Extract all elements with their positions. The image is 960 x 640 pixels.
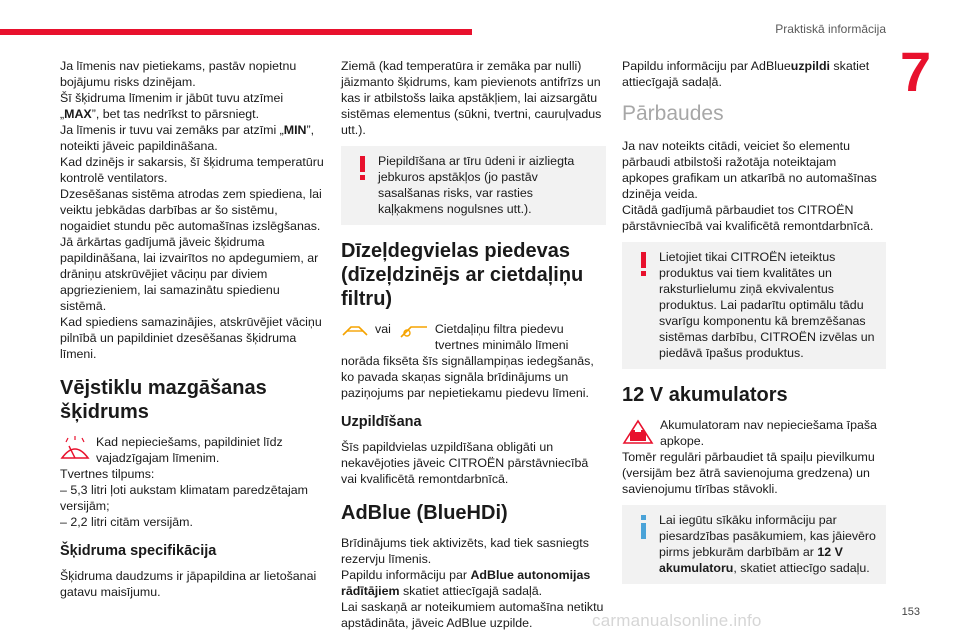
adblue-safety-text: Lai saskaņā ar noteikumiem automašīna netiktu apstādināta, jāveic AdBlue uzpilde. (341, 600, 604, 630)
min-label: MIN (283, 123, 307, 137)
diesel-additive-heading: Dīzeļdegvielas piedevas (dīzeļdzinējs ar cietdaļiņu filtru) (341, 240, 584, 310)
header-title: Praktiskā informācija (775, 22, 886, 36)
volume-label: Tvertnes tilpums: (60, 467, 155, 481)
fuel-filter-icon (341, 323, 369, 343)
adblue-refill-ref: Papildu informāciju par AdBlueuzpildi skatiet attiecīgajā sadaļā. (622, 59, 870, 89)
warning-water-text: Piepildīšana ar tīru ūdeni ir aizliegta jebkuros apstākļos (jo pastāv sasalšanas risks, var rasties kaļķakmens nogulsnes utt.). (378, 154, 575, 216)
column-2 (341, 58, 606, 631)
pressure-text: Dzesēšanas sistēma atrodas zem spiediena, lai veiktu jebkādas darbības ar šo sistēmu, nogaidiet stundu pēc automašīnas izslēgšanas. (60, 187, 322, 233)
refill-text: Šīs papildvielas uzpildīšana obligāti un nekavējoties jāveic CITROËN pārstāvniecībā vai kvalificētā remontdarbnīcā. (341, 440, 589, 486)
intro-line-1: Ja līmenis nav pietiekams, pastāv nopietnu (60, 59, 297, 73)
intro-line-2: bojājumu risks dzinējam. (60, 75, 196, 89)
header-accent-bar (0, 29, 472, 35)
battery-text: Tomēr regulāri pārbaudiet tā spaiļu pievilkumu (versijām bez ātrā savienojuma gredzena) un savienojumu tīrības stāvokli. (622, 450, 875, 496)
checks-text: Ja nav noteikts citādi, veiciet šo elementu pārbaudi atbilstoši ražotāja noteiktajam apkopes grafikam un atkarībā no automašīnas dzinēja veida. (622, 139, 877, 201)
warning-products-text: Lietojiet tikai CITROËN ieteiktus produktus vai tiem kvalitātes un raksturlielumu ziņā ekvivalentus produktus. Lai padarītu optimālu tādu svarīgu komponentu kā bremzēšanas sistēmas darbību, CITROËN izvēlas un piedāvā īpašus produktus. (659, 250, 875, 360)
adblue-reserve-text: Brīdinājums tiek aktivizēts, kad tiek sasniegts rezervju līmenis. (341, 536, 589, 566)
info-battery-text: Lai iegūtu sīkāku informāciju par piesardzības pasākumiem, kas jāievēro pirms jebkurām darbībām ar 12 V akumulatoru, skatiet attiecīgo sadaļu. (659, 513, 876, 575)
windscreen-washer-icon (60, 436, 90, 466)
fuel-level-icon (397, 323, 429, 343)
emergency-text: Jā ārkārtas gadījumā jāveic šķidruma papildināšana, lai izvairītos no apdegumiem, ar drāniņu atskrūvējiet vāciņu par diviem apgriezieniem, lai samazinātu spiedienu sistēmā. (60, 235, 319, 313)
battery-icon-row (622, 417, 886, 449)
battery-icon (622, 419, 654, 449)
max-label: MAX (64, 107, 92, 121)
info-box-battery (622, 505, 886, 584)
volume-item-2: – 2,2 litri citām versijām. (60, 515, 193, 529)
min-text: Ja līmenis ir tuvu vai zemāks par atzīmi „MIN”, noteikti jāveic papildināšana. (60, 123, 315, 153)
adblue-heading: AdBlue (BlueHDi) (341, 502, 508, 524)
additive-text-a: Cietdaļiņu filtra piedevu tvertnes minimālo līmeni (434, 322, 569, 352)
chapter-number: 7 (900, 40, 932, 103)
warning-exclamation-icon (634, 251, 654, 277)
fluid-spec-text: Šķidruma daudzums ir jāpapildina ar lietošanai gatavu maisījumu. (60, 569, 317, 599)
warning-box-products (622, 242, 886, 369)
column-1 (60, 58, 325, 600)
volume-item-1: – 5,3 litri ļoti aukstam klimatam paredzētajam versijām; (60, 483, 308, 513)
page-number: 153 (901, 606, 920, 618)
fluid-spec-heading: Šķidruma specifikācija (60, 543, 217, 559)
max-text: Šī šķidruma līmenim ir jābūt tuvu atzīmei „MAX”, bet tas nedrīkst to pārsniegt. (60, 91, 284, 121)
checks-heading: Pārbaudes (622, 102, 724, 125)
battery-heading: 12 V akumulators (622, 384, 788, 406)
battery-icon-text: Akumulatoram nav nepieciešama īpaša apkope. (660, 418, 877, 448)
additive-icon-row (341, 321, 606, 353)
column-3 (622, 58, 886, 594)
refill-heading: Uzpildīšana (341, 414, 422, 430)
additive-text-b: norāda fiksēta šīs signāllampiņas iedegšanās, ko pavada skaņas signāla brīdinājums un paziņojums par nepietiekamu piedevu līmeni. (341, 354, 594, 400)
adblue-more-info: Papildu informāciju par AdBlue autonomijas rādītājiem skatiet attiecīgajā sadaļā. (341, 568, 591, 598)
info-icon (634, 514, 654, 540)
watermark: carmanualsonline.info (592, 611, 762, 630)
washer-icon-text: Kad nepieciešams, papildiniet līdz vajadzīgajam līmenim. (96, 435, 283, 465)
warning-box-water (341, 146, 606, 225)
washer-icon-row (60, 434, 325, 466)
winter-text: Ziemā (kad temperatūra ir zemāka par nulli) jāizmanto šķidrums, kam pievienots antifrīzs un kas ir atbilstošs laika apstākļiem, lai aizsargātu sistēmas elementus (sūkni, tvertni, cauruļvadus utt.). (341, 59, 602, 137)
hot-engine-text: Kad dzinējs ir sakarsis, šī šķidruma temperatūru kontrolē ventilators. (60, 155, 324, 185)
additive-or-text: vai (375, 322, 391, 336)
checks-text-2: Citādā gadījumā pārbaudiet tos CITROËN pārstāvniecībā vai kvalificētā remontdarbnīcā. (622, 203, 874, 233)
washer-fluid-heading: Vējstiklu mazgāšanas šķidrums (60, 377, 267, 423)
warning-exclamation-icon (353, 155, 373, 181)
reduced-pressure-text: Kad spiediens samazinājies, atskrūvējiet vāciņu pilnībā un papildiniet dzesēšanas šķidruma līmeni. (60, 315, 322, 361)
